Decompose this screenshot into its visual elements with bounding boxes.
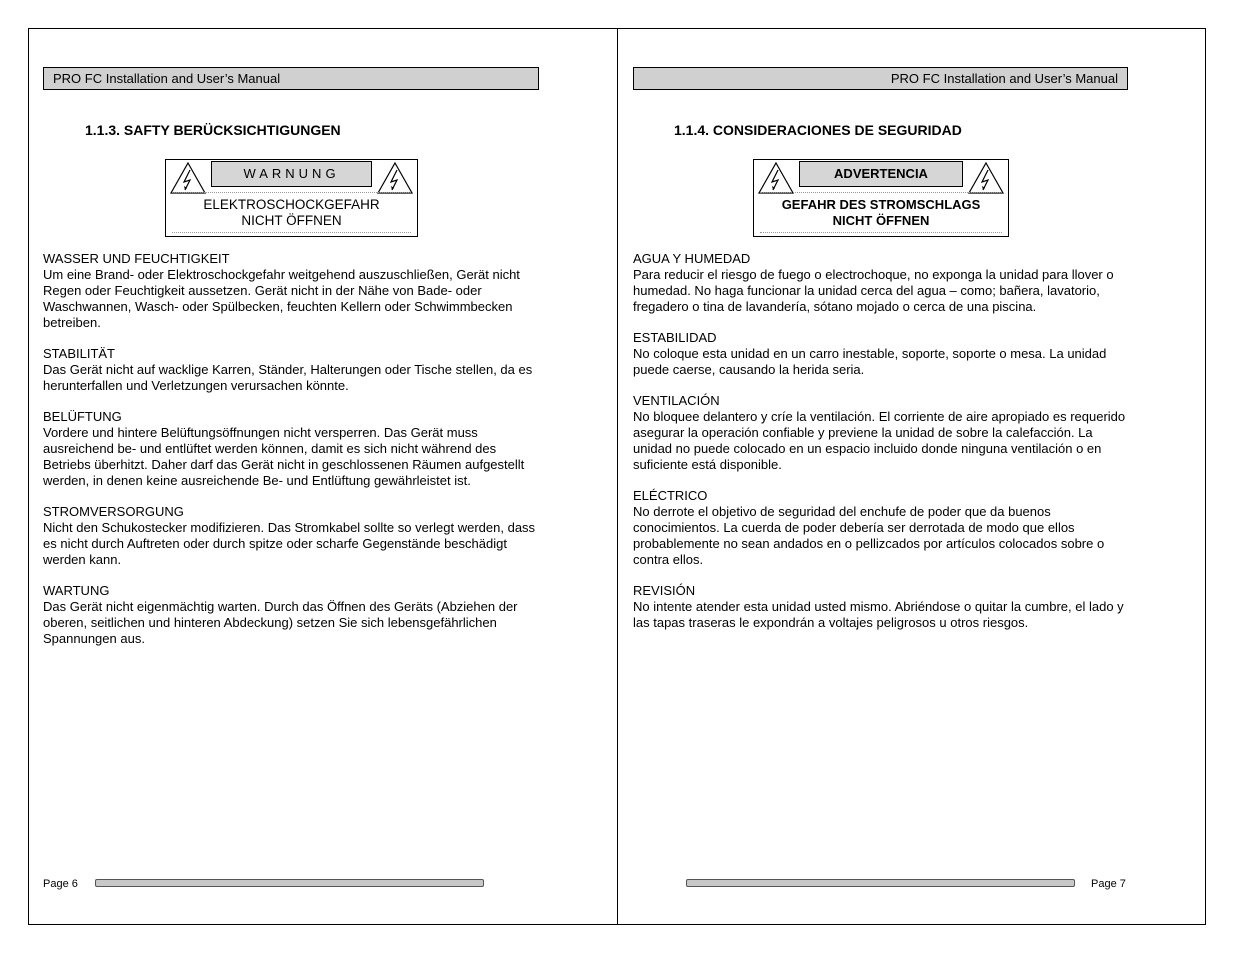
section-heading: BELÜFTUNG [43,409,122,424]
dotted-rule [760,192,1002,193]
section-heading: STROMVERSORGUNG [43,504,184,519]
lightning-warning-icon [967,161,1005,195]
warning-line-1: ELEKTROSCHOCKGEFAHR [203,197,380,212]
section-heading: REVISIÓN [633,583,696,598]
page-number: Page 6 [43,878,78,890]
dotted-rule [172,192,411,193]
warning-text [166,197,417,229]
safety-sections [43,251,543,662]
section-heading: ESTABILIDAD [633,330,717,345]
lightning-warning-icon [757,161,795,195]
section-heading: WARTUNG [43,583,110,598]
section-text: No bloquee delantero y críe la ventilación. El corriente de aire apropiado es requerido asegurar la operación confiable y previene la unidad de sobre la calefacción. La unidad no puede colocado en un espacio incluido donde ninguna ventilación o en suficiente está disponible. [633,409,1126,472]
section-text: Vordere und hintere Belüftungsöffnungen nicht versperren. Das Gerät muss ausreichend be- und entlüftet werden können, damit es sich nicht während des Betriebs überhitzt. Daher darf das Gerät nicht in geschlossenen Räumen aufgestellt werden, in denen keine ausreichende Be- und Entlüftung gewährleistet ist. [43,425,525,488]
section-text: No derrote el objetivo de seguridad del enchufe de poder que da buenos conocimientos. La cuerda de poder debería ser derrotada de modo que ellos probablemente no sean andados en o pellizcados por artículos colocados sobre o contra ellos. [633,504,1105,567]
lightning-warning-icon [376,161,414,195]
safety-section [43,346,543,394]
warning-title: WARNUNG [211,161,372,187]
section-text: Um eine Brand- oder Elektroschockgefahr weitgehend auszuschließen, Gerät nicht Regen oder Feuchtigkeit aussetzen. Gerät nicht in der Nähe von Bade- oder Waschwannen, Wasch- oder Spülbecken, feuchten Kellern oder Schwimmbecken betreiben. [43,267,520,330]
dotted-rule [172,232,411,233]
section-text: Das Gerät nicht auf wacklige Karren, Ständer, Halterungen oder Tische stellen, da es herunterfallen und Verletzungen verursachen könnte. [43,362,533,393]
warning-title: ADVERTENCIA [799,161,963,187]
lightning-warning-icon [169,161,207,195]
section-heading: STABILITÄT [43,346,115,361]
warning-line-2: NICHT ÖFFNEN [832,213,930,228]
safety-section [633,251,1133,315]
section-text: Nicht den Schukostecker modifizieren. Das Stromkabel sollte so verlegt werden, dass es nicht durch Auftreten oder durch spitze oder scharfe Gegenstände beschädigt werden kann. [43,520,536,567]
running-header: PRO FC Installation and User’s Manual [43,67,539,90]
section-title: 1.1.4. CONSIDERACIONES DE SEGURIDAD [674,122,962,138]
safety-section [43,409,543,489]
safety-section [633,393,1133,473]
safety-section [43,504,543,568]
section-title: 1.1.3. SAFTY BERÜCKSICHTIGUNGEN [85,122,341,138]
dotted-rule [760,232,1002,233]
section-heading: ELÉCTRICO [633,488,708,503]
footer-bar [95,879,484,887]
section-text: Das Gerät nicht eigenmächtig warten. Durch das Öffnen des Geräts (Abziehen der oberen, seitlichen und hinteren Abdeckung) setzen Sie sich lebensgefährlichen Spannungen aus. [43,599,518,646]
warning-text [754,197,1008,229]
section-heading: VENTILACIÓN [633,393,720,408]
section-text: Para reducir el riesgo de fuego o electrochoque, no exponga la unidad para llover o humedad. No haga funcionar la unidad cerca del agua – como; bañera, lavatorio, fregadero o tina de lavandería, sótano mojado o cerca de una piscina. [633,267,1114,314]
safety-section [633,330,1133,378]
warning-line-1: GEFAHR DES STROMSCHLAGS [781,197,981,212]
safety-sections [633,251,1133,646]
safety-section [633,488,1133,568]
running-header: PRO FC Installation and User’s Manual [633,67,1128,90]
section-text: No intente atender esta unidad usted mismo. Abriéndose o quitar la cumbre, el lado y las tapas traseras le expondrán a voltajes peligrosos u otros riesgos. [633,599,1124,630]
warning-line-2: NICHT ÖFFNEN [241,213,342,228]
safety-section [43,583,543,647]
warning-label-box [753,159,1009,237]
section-text: No coloque esta unidad en un carro inestable, soporte, soporte o mesa. La unidad puede caerse, causando la herida seria. [633,346,1107,377]
section-heading: AGUA Y HUMEDAD [633,251,751,266]
safety-section [633,583,1133,631]
left-page [28,28,617,925]
page-number: Page 7 [1091,878,1126,890]
right-page [618,28,1206,925]
safety-section [43,251,543,331]
footer-bar [686,879,1075,887]
warning-label-box [165,159,418,237]
section-heading: WASSER UND FEUCHTIGKEIT [43,251,230,266]
